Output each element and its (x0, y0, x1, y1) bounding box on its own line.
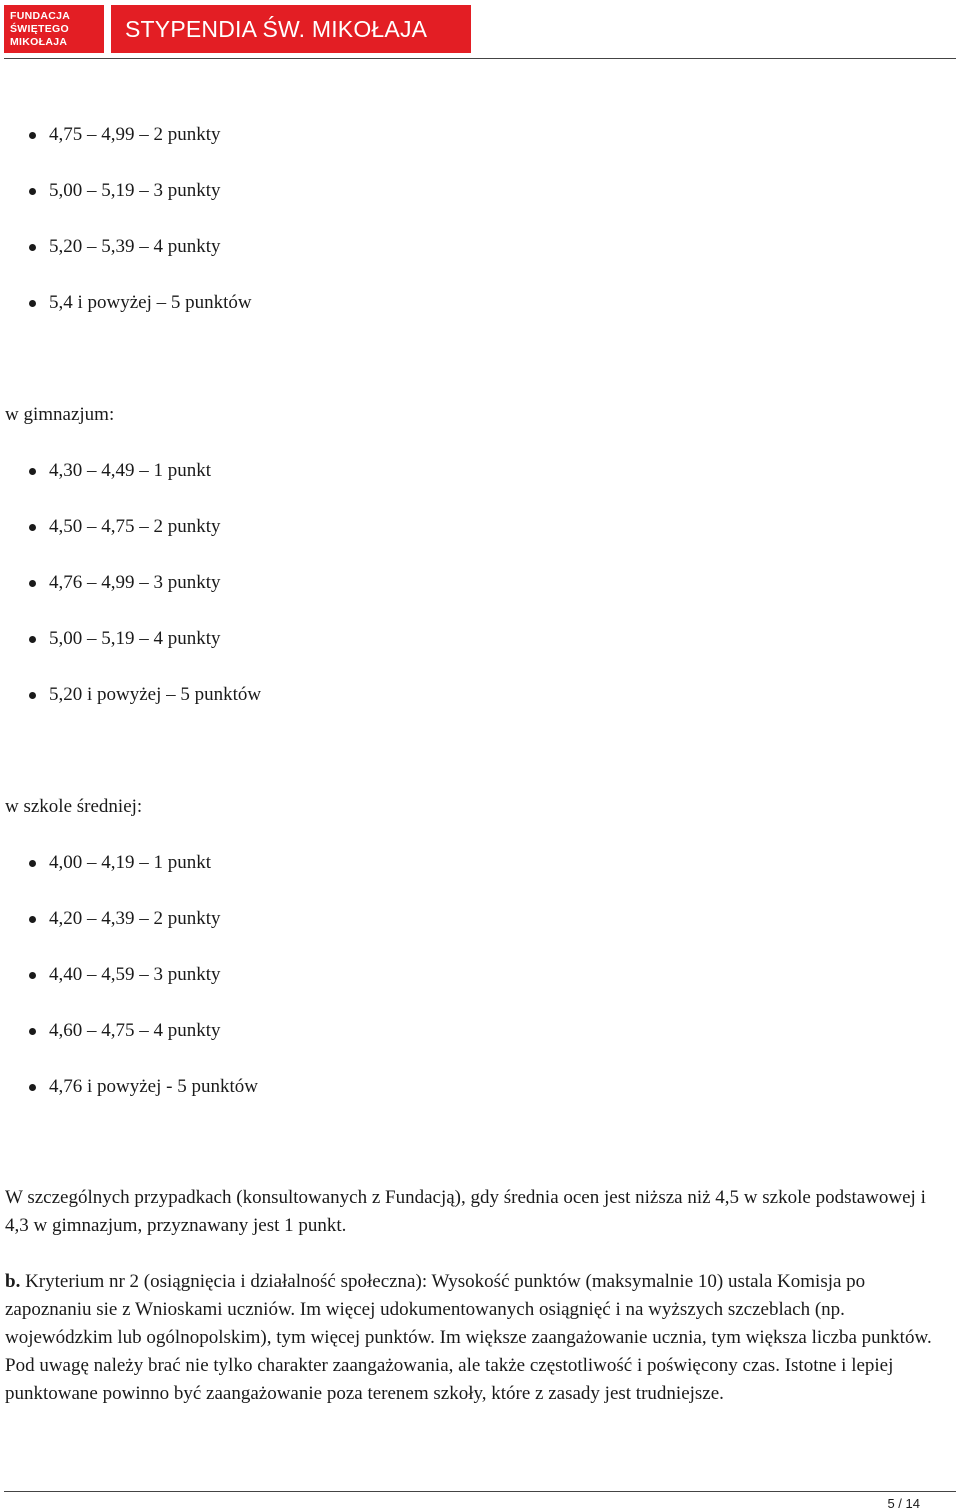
page-header (0, 0, 960, 62)
list-item: 4,40 – 4,59 – 3 punkty (0, 963, 940, 1019)
list-item: 5,20 – 5,39 – 4 punkty (0, 235, 940, 291)
logo-line-1: FUNDACJA (10, 10, 71, 22)
list-item: 5,00 – 5,19 – 3 punkty (0, 179, 940, 235)
foundation-logo (4, 5, 104, 53)
gimnazjum-list (0, 459, 940, 739)
high-school-list (0, 851, 940, 1131)
list-item: 4,00 – 4,19 – 1 punkt (0, 851, 940, 907)
special-cases-paragraph: W szczególnych przypadkach (konsultowanych z Fundacją), gdy średnia ocen jest niższa niż 4,5 w szkole podstawowej i 4,3 w gimnazjum, przyznawany jest 1 punkt. (5, 1187, 926, 1236)
list-item: 5,00 – 5,19 – 4 punkty (0, 627, 940, 683)
logo-line-2: ŚWIĘTEGO (10, 23, 69, 35)
list-item: 4,75 – 4,99 – 2 punkty (0, 123, 940, 179)
criterion-b-text: Kryterium nr 2 (osiągnięcia i działalność społeczna): Wysokość punktów (maksymalnie 10) ustala Komisja po zapoznaniu sie z Wnioskami uczniów. Im więcej udokumentowanych osiągnięć i na wyższych szczeblach (np. wojewódzkim lub ogólnopolskim), tym więcej punktów. Im większe zaangażowanie ucznia, tym większa liczba punktów. Pod uwagę należy brać nie tylko charakter zaangażowania, ale także częstotliwość i poświęcony czas. Istotne i lepiej punktowane powinno być zaangażowanie poza terenem szkoły, które z zasady jest trudniejsze. (5, 1271, 932, 1404)
logo-line-3: MIKOŁAJA (10, 36, 68, 48)
list-item: 4,50 – 4,75 – 2 punkty (0, 515, 940, 571)
header-divider (4, 58, 956, 59)
footer-divider (4, 1491, 956, 1492)
list-item: 5,20 i powyżej – 5 punktów (0, 683, 940, 739)
page-number: 5 / 14 (887, 1496, 920, 1511)
section-label-srednia: w szkole średniej: (5, 796, 143, 817)
list-item: 4,76 – 4,99 – 3 punkty (0, 571, 940, 627)
section-label-gimnazjum: w gimnazjum: (5, 404, 115, 425)
list-item: 5,4 i powyżej – 5 punktów (0, 291, 940, 347)
header-title: STYPENDIA ŚW. MIKOŁAJA (111, 5, 471, 53)
criterion-marker: b. (5, 1271, 21, 1292)
criterion-b-paragraph (5, 1268, 935, 1408)
list-item: 4,60 – 4,75 – 4 punkty (0, 1019, 940, 1075)
list-item: 4,20 – 4,39 – 2 punkty (0, 907, 940, 963)
list-item: 4,30 – 4,49 – 1 punkt (0, 459, 940, 515)
primary-school-list-tail (0, 123, 940, 347)
list-item: 4,76 i powyżej - 5 punktów (0, 1075, 940, 1131)
